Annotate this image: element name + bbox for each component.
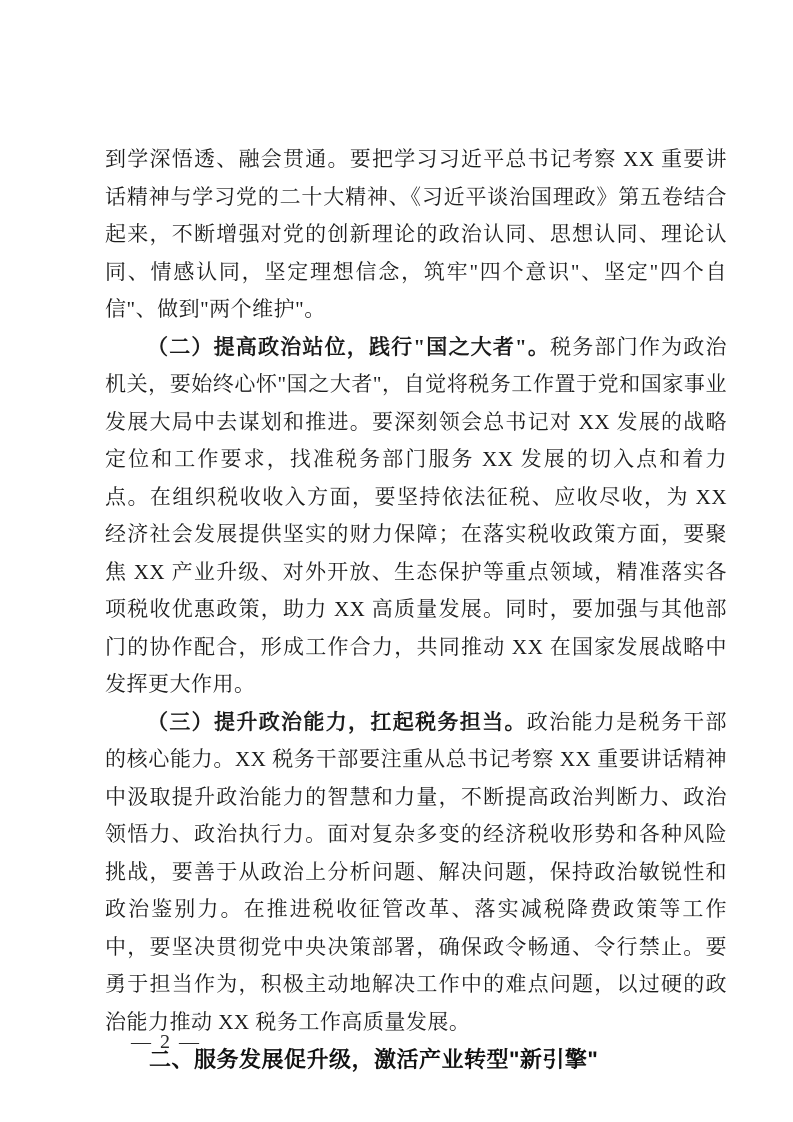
section-heading: 二、服务发展促升级，激活产业转型"新引擎" bbox=[149, 1047, 599, 1072]
paragraph-section-2 bbox=[105, 329, 727, 704]
paragraph-lead: （二）提高政治站位，践行"国之大者"。 bbox=[147, 334, 551, 359]
paragraph-text: 政治能力是税务干部的核心能力。XX 税务干部要注重从总书记考察 XX 重要讲话精神中汲取提升政治能力的智慧和力量，不断提高政治判断力、政治领悟力、政治执行力。面对复杂多变的经济税收形势和各种风险挑战，要善于从政治上分析问题、解决问题，保持政治敏锐性和政治鉴别力。在推进税收征管改革、落实减税降费政策等工作中，要坚决贯彻党中央决策部署，确保政令畅通、令行禁止。要勇于担当作为，积极主动地解决工作中的难点问题，以过硬的政治能力推动 XX 税务工作高质量发展。 bbox=[105, 709, 728, 1034]
document-body bbox=[105, 141, 727, 1079]
paragraph-text: 到学深悟透、融会贯通。要把学习习近平总书记考察 XX 重要讲话精神与学习党的二十大精神、《习近平谈治国理政》第五卷结合起来，不断增强对党的创新理论的政治认同、思想认同、理论认同、情感认同，坚定理想信念，筑牢"四个意识"、坚定"四个自信"、做到"两个维护"。 bbox=[105, 147, 727, 321]
paragraph-text: 税务部门作为政治机关，要始终心怀"国之大者"，自觉将税务工作置于党和国家事业发展大局中去谋划和推进。要深刻领会总书记对 XX 发展的战略定位和工作要求，找准税务部门服务 XX 发展的切入点和着力点。在组织税收收入方面，要坚持依法征税、应收尽收，为 XX 经济社会发展提供坚实的财力保障；在落实税收政策方面，要聚焦 XX 产业升级、对外开放、生态保护等重点领域，精准落实各项税收优惠政策，助力 XX 高质量发展。同时，要加强与其他部门的协作配合，形成工作合力，共同推动 XX 在国家发展战略中发挥更大作用。 bbox=[105, 334, 728, 696]
paragraph-lead: （三）提升政治能力，扛起税务担当。 bbox=[147, 709, 527, 734]
paragraph-section-3 bbox=[105, 704, 727, 1042]
paragraph-continuation bbox=[105, 141, 727, 329]
page-number: — 2 — bbox=[131, 1031, 201, 1053]
